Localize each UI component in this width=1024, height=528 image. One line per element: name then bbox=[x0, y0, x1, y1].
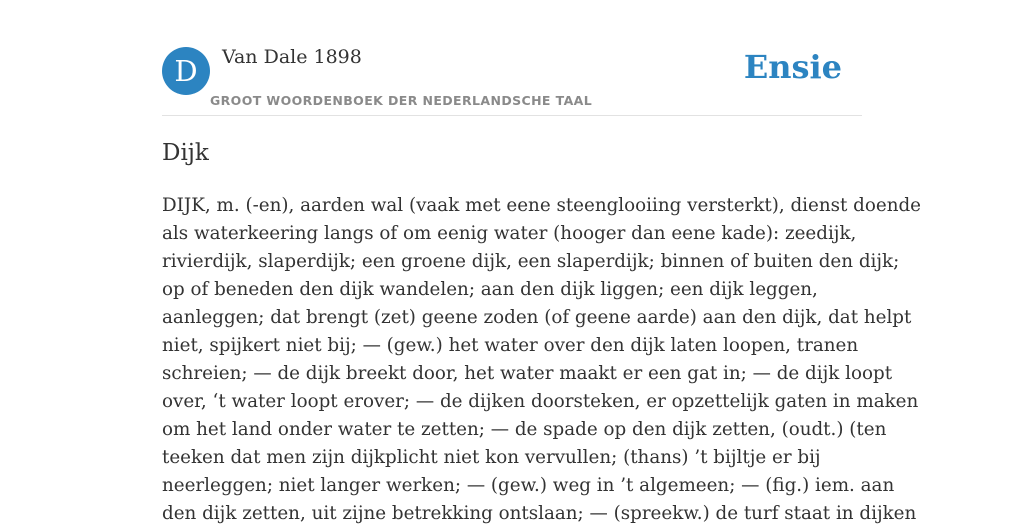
definition-line: rivierdijk, slaperdijk; een groene dijk, een slaperdijk; binnen of buiten den dijk; bbox=[162, 251, 900, 272]
entry-definition bbox=[162, 192, 921, 528]
entry-title: Dijk bbox=[162, 140, 209, 166]
definition-line: schreien; — de dijk breekt door, het water maakt er een gat in; — de dijk loopt bbox=[162, 363, 893, 384]
definition-line: om het land onder water te zetten; — de spade op den dijk zetten, (oudt.) (ten bbox=[162, 419, 887, 440]
dictionary-logo-icon[interactable]: D bbox=[162, 47, 210, 95]
definition-line: DIJK, m. (-en), aarden wal (vaak met eene steenglooiing versterkt), dienst doende bbox=[162, 195, 921, 216]
definition-line: op of beneden den dijk wandelen; aan den dijk liggen; een dijk leggen, bbox=[162, 279, 818, 300]
definition-line: neerleggen; niet langer werken; — (gew.) weg in ’t algemeen; — (fig.) iem. aan bbox=[162, 475, 895, 496]
definition-line: teeken dat men zijn dijkplicht niet kon vervullen; (thans) ’t bijltje er bij bbox=[162, 447, 821, 468]
definition-line: als waterkeering langs of om eenig water (hooger dan eene kade): zeedijk, bbox=[162, 223, 857, 244]
dictionary-title[interactable]: Van Dale 1898 bbox=[222, 46, 362, 68]
definition-line: den dijk zetten, uit zijne betrekking ontslaan; — (spreekw.) de turf staat in dijken bbox=[162, 503, 917, 524]
dictionary-subtitle: GROOT WOORDENBOEK DER NEDERLANDSCHE TAAL bbox=[210, 93, 593, 108]
definition-line: over, ‘t water loopt erover; — de dijken doorsteken, er opzettelijk gaten in maken bbox=[162, 391, 919, 412]
definition-line: aanleggen; dat brengt (zet) geene zoden (of geene aarde) aan den dijk, dat helpt bbox=[162, 307, 912, 328]
site-header bbox=[162, 46, 862, 116]
ensie-logo[interactable]: Ensie bbox=[743, 48, 842, 86]
header-divider bbox=[162, 115, 862, 116]
definition-line: niet, spijkert niet bij; — (gew.) het water over den dijk laten loopen, tranen bbox=[162, 335, 859, 356]
